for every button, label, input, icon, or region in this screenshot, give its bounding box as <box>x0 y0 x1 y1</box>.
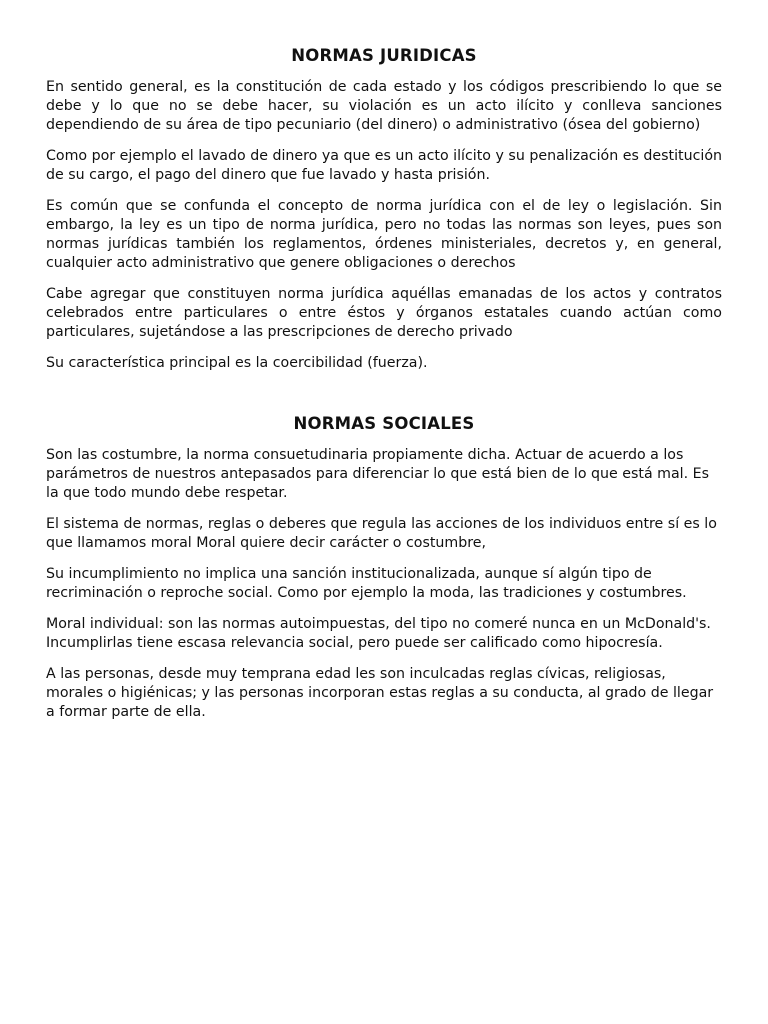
paragraph: En sentido general, es la constitución de cada estado y los códigos prescribiendo lo que se debe y lo que no se debe hacer, su violación es un acto ilícito y conlleva sanciones dependiendo de su área de tipo pecuniario (del dinero) o administrativo (ósea del gobierno) <box>46 79 722 133</box>
paragraph: A las personas, desde muy temprana edad les son inculcadas reglas cívicas, religiosas, morales o higiénicas; y las personas incorporan estas reglas a su conducta, al grado de llegar a formar parte de ella. <box>46 666 714 720</box>
section-normas-sociales <box>46 413 722 722</box>
paragraph: Es común que se confunda el concepto de norma jurídica con el de ley o legislación. Sin embargo, la ley es un tipo de norma jurídica, pero no todas las normas son leyes, pues son normas jurídicas también los reglamentos, órdenes ministeriales, decretos y, en general, cualquier acto administrativo que genere obligaciones o derechos <box>46 198 722 271</box>
paragraph: Moral individual: son las normas autoimpuestas, del tipo no comeré nunca en un McDonald's. Incumplirlas tiene escasa relevancia social, pero puede ser calificado como hipocresía. <box>46 616 711 651</box>
paragraph: Como por ejemplo el lavado de dinero ya que es un acto ilícito y su penalización es destitución de su cargo, el pago del dinero que fue lavado y hasta prisión. <box>46 148 722 183</box>
paragraph: Cabe agregar que constituyen norma jurídica aquéllas emanadas de los actos y contratos celebrados entre particulares o entre éstos y órganos estatales cuando actúan como particulares, sujetándose a las prescripciones de derecho privado <box>46 286 722 340</box>
section-title-normas-sociales: NORMAS SOCIALES <box>293 414 475 433</box>
section-normas-juridicas <box>46 0 722 373</box>
section-title-normas-juridicas: NORMAS JURIDICAS <box>291 46 477 65</box>
paragraph: Su característica principal es la coercibilidad (fuerza). <box>46 355 428 371</box>
paragraph: Son las costumbre, la norma consuetudinaria propiamente dicha. Actuar de acuerdo a los parámetros de nuestros antepasados para diferenciar lo que está bien de lo que está mal. Es la que todo mundo debe respetar. <box>46 447 709 501</box>
paragraph: El sistema de normas, reglas o deberes que regula las acciones de los individuos entre sí es lo que llamamos moral Moral quiere decir carácter o costumbre, <box>46 516 717 551</box>
paragraph: Su incumplimiento no implica una sanción institucionalizada, aunque sí algún tipo de recriminación o reproche social. Como por ejemplo la moda, las tradiciones y costumbres. <box>46 566 687 601</box>
